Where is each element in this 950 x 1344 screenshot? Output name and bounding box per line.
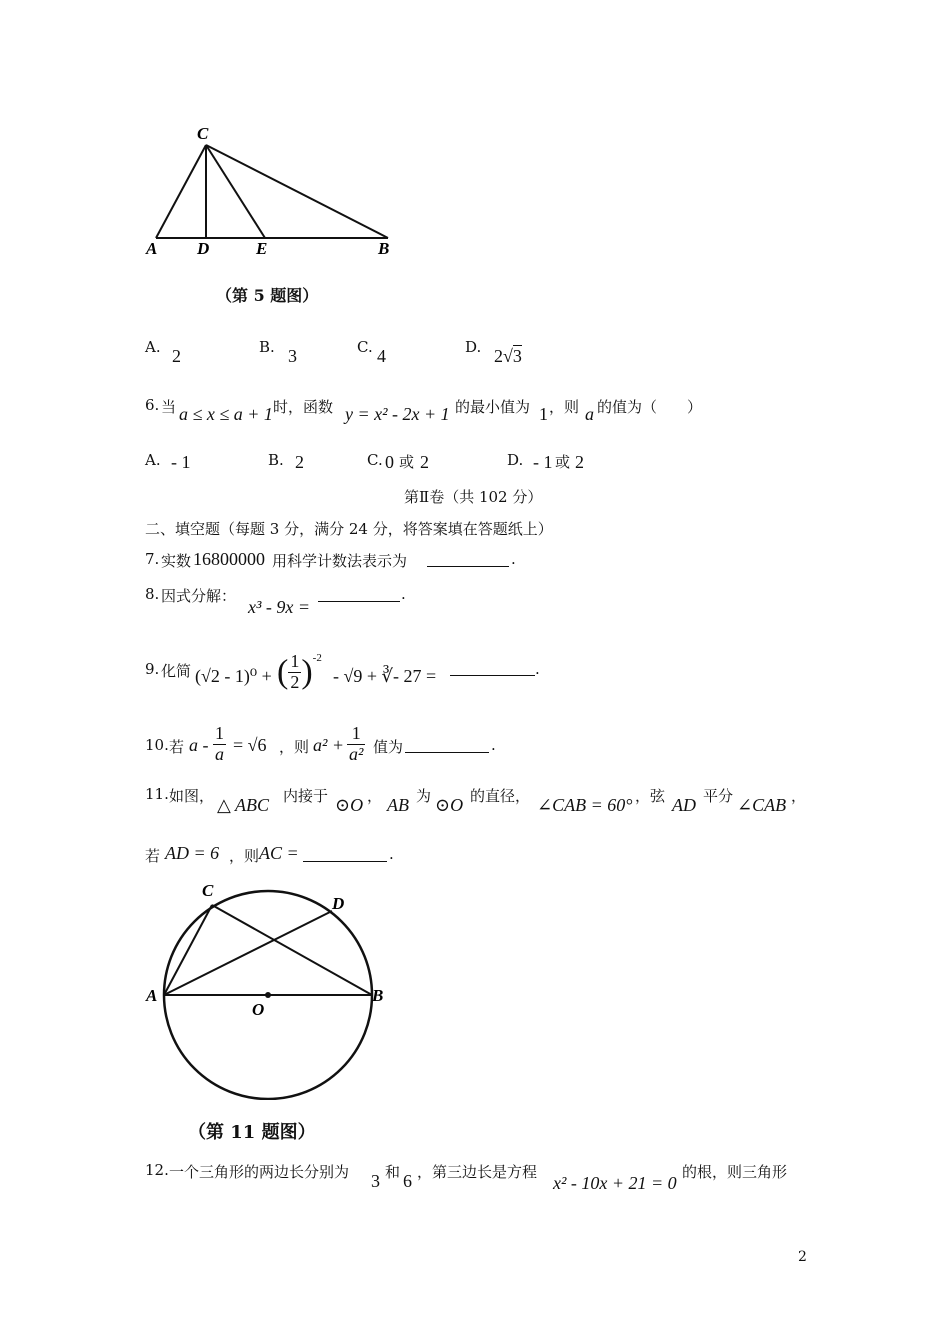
q6-c-or: 或 xyxy=(399,453,415,471)
q11-text-6: 平分 xyxy=(703,787,734,805)
figure-11-circle xyxy=(140,875,400,1100)
q6-text-5: 的值为（ ） xyxy=(597,398,703,416)
q11-angle-2: ∠CAB xyxy=(737,795,787,815)
q8-number: 8. xyxy=(145,585,160,603)
q12-equation: x² - 10x + 21 = 0 xyxy=(553,1173,677,1193)
q6-c-label: C. xyxy=(367,451,383,469)
q11-l2-condition: AD = 6 xyxy=(165,843,220,863)
label-a: A xyxy=(146,986,158,1005)
section-2-heading: 二、填空题（每题 3 分，满分 24 分，将答案填在答题纸上） xyxy=(145,520,553,538)
figure-11-caption: （第 11 题图） xyxy=(188,1122,316,1143)
q8-expression: x³ - 9x = xyxy=(248,597,311,617)
q9-number: 9. xyxy=(145,660,160,678)
q6-options xyxy=(145,451,795,481)
q11-text-5: ，弦 xyxy=(635,787,666,805)
label-b: B xyxy=(378,239,390,258)
label-b: B xyxy=(372,986,384,1005)
label-a: A xyxy=(146,239,158,258)
q5-d-value xyxy=(494,346,522,367)
question-8 xyxy=(145,585,645,619)
q12-number: 12. xyxy=(145,1161,169,1179)
q10-text-3: 值为 xyxy=(373,738,404,756)
q10-text-2: ，则 xyxy=(279,738,310,756)
q10-frac2-numerator: 1 xyxy=(347,724,365,745)
q11-l2-expression: AC = xyxy=(259,843,299,863)
q6-d-label: D. xyxy=(507,451,524,469)
q6-variable: a xyxy=(585,404,594,424)
q10-frac1-denominator: a xyxy=(215,743,224,764)
q11-circle-2: ⊙O xyxy=(435,795,464,815)
figure-5-caption: （第 5 题图） xyxy=(216,286,319,305)
q12-text-3: ，第三边长是方程 xyxy=(417,1163,538,1181)
question-11-line-2 xyxy=(145,845,645,871)
q5-b-label: B. xyxy=(259,338,275,356)
section-2-title: 第Ⅱ卷（共 102 分） xyxy=(404,488,543,506)
q11-text-3: 为 xyxy=(416,787,432,805)
q10-fraction-1 xyxy=(213,724,226,765)
q6-text-1: 当 xyxy=(161,398,177,416)
q6-condition: a ≤ x ≤ a + 1 xyxy=(179,404,273,424)
q6-d-or: 或 xyxy=(555,453,571,471)
label-c: C xyxy=(197,124,209,143)
q6-number: 6. xyxy=(145,396,160,414)
label-c: C xyxy=(202,881,214,900)
q10-frac2-denominator: a² xyxy=(349,743,364,764)
q9-frac-denominator: 2 xyxy=(290,671,300,692)
q7-end: . xyxy=(511,550,516,568)
q9-fraction-half xyxy=(288,652,301,693)
q9-expression-a: (√2 - 1)⁰ + xyxy=(195,666,272,686)
q6-text-4: ，则 xyxy=(549,398,580,416)
q12-text-2: 和 xyxy=(385,1163,401,1181)
q11-number: 11. xyxy=(145,785,169,803)
q11-triangle: △ ABC xyxy=(217,795,270,815)
q5-d-coefficient: 2 xyxy=(494,346,503,366)
q8-text-1: 因式分解： xyxy=(161,587,237,605)
q6-c-value-1: 0 xyxy=(385,452,394,472)
q5-a-label: A. xyxy=(145,338,161,356)
q12-text-1: 一个三角形的两边长分别为 xyxy=(169,1163,350,1181)
q6-text-2: 时，函数 xyxy=(273,398,334,416)
q10-text-1: 若 xyxy=(169,738,185,756)
q9-fraction xyxy=(277,652,322,693)
question-6 xyxy=(145,396,825,426)
q7-text-2: 用科学计数法表示为 xyxy=(272,552,408,570)
q10-frac1-numerator: 1 xyxy=(215,723,224,743)
q10-lhs: a - xyxy=(189,735,209,755)
q11-angle: ∠CAB = 60° xyxy=(537,795,633,815)
q9-answer-blank[interactable] xyxy=(450,659,535,676)
q12-value-2: 6 xyxy=(403,1171,412,1191)
q7-text-1: 实数 xyxy=(161,552,192,570)
q9-paren-left: ( xyxy=(277,653,289,691)
q6-a-value: - 1 xyxy=(171,452,191,472)
q8-end: . xyxy=(401,585,406,603)
q5-c-value: 4 xyxy=(377,346,386,366)
q10-answer-blank[interactable] xyxy=(405,736,489,753)
q11-text-4: 的直径， xyxy=(470,787,531,805)
q6-text-3: 的最小值为 xyxy=(455,398,531,416)
q12-text-4: 的根，则三角形 xyxy=(682,1163,788,1181)
q7-answer-blank[interactable] xyxy=(427,550,509,567)
question-11-line-1 xyxy=(145,785,825,819)
q9-exponent: -2 xyxy=(312,652,322,664)
question-10 xyxy=(145,724,705,774)
page-number: 2 xyxy=(798,1249,807,1265)
q6-function: y = x² - 2x + 1 xyxy=(345,404,450,424)
q9-expression-b: - √9 + ∛- 27 = xyxy=(333,666,437,686)
q11-ab: AB xyxy=(387,795,409,815)
label-o: O xyxy=(252,1000,265,1019)
q11-l2-text-1: 若 xyxy=(145,847,161,865)
q6-min-value: 1 xyxy=(539,404,548,424)
question-9 xyxy=(145,652,705,704)
q10-expression: a² + xyxy=(313,735,345,755)
q8-answer-blank[interactable] xyxy=(318,585,400,602)
question-7 xyxy=(145,550,645,574)
q11-comma-2: ， xyxy=(791,787,807,805)
q5-a-value: 2 xyxy=(172,346,181,366)
q12-value-1: 3 xyxy=(371,1171,380,1191)
q11-text-2: 内接于 xyxy=(283,787,329,805)
figure-5-triangle xyxy=(140,120,410,265)
q5-b-value: 3 xyxy=(288,346,297,366)
q6-c-value-2: 2 xyxy=(420,452,429,472)
q10-fraction-2 xyxy=(347,724,365,765)
label-e: E xyxy=(256,239,268,258)
q6-d-value-2: 2 xyxy=(575,452,584,472)
q6-b-label: B. xyxy=(268,451,284,469)
q11-end: . xyxy=(389,845,394,863)
q5-c-label: C. xyxy=(357,338,373,356)
label-d: D xyxy=(332,894,345,913)
q11-answer-blank[interactable] xyxy=(303,845,387,862)
q5-options xyxy=(145,338,795,370)
q6-b-value: 2 xyxy=(295,452,304,472)
q5-d-label: D. xyxy=(465,338,482,356)
label-d: D xyxy=(197,239,210,258)
q5-d-radicand: 3 xyxy=(512,346,522,366)
q7-value: 16800000 xyxy=(193,549,265,569)
q9-paren-right: ) xyxy=(301,653,313,691)
q11-text-1: 如图， xyxy=(169,787,215,805)
q6-d-value-1: - 1 xyxy=(533,452,553,472)
q10-number: 10. xyxy=(145,736,169,754)
q9-frac-numerator: 1 xyxy=(290,651,300,671)
question-12 xyxy=(145,1161,825,1197)
q11-circle-1: ⊙O xyxy=(335,795,364,815)
q11-l2-text-2: ，则 xyxy=(229,847,260,865)
q10-rhs: = √6 xyxy=(233,735,267,755)
q9-end: . xyxy=(535,660,540,678)
sqrt-symbol: √ xyxy=(503,346,513,366)
q11-ad: AD xyxy=(672,795,696,815)
q9-text-1: 化简 xyxy=(161,662,192,680)
q7-number: 7. xyxy=(145,550,160,568)
q10-end: . xyxy=(491,736,496,754)
q11-comma-1: ， xyxy=(367,787,383,805)
q6-a-label: A. xyxy=(145,451,161,469)
